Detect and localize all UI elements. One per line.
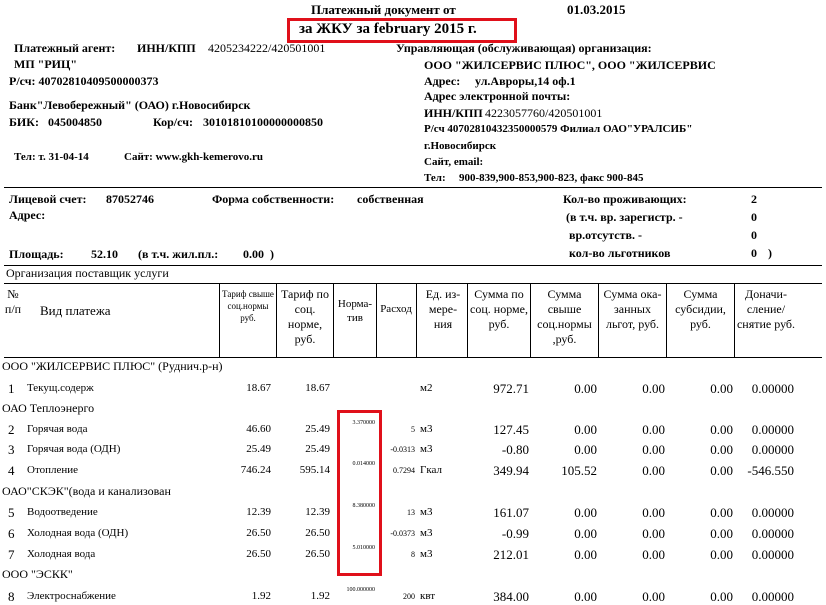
cell-adjust: 0.00000: [751, 442, 794, 457]
cell-sum: 161.07: [493, 505, 529, 520]
agent-account: Р/сч: 40702810409500000373: [9, 74, 159, 88]
manager-email-label: Адрес электронной почты:: [424, 89, 571, 103]
cell-t: 595.14: [299, 464, 330, 476]
absent-label: вр.отсутств. -: [569, 228, 642, 242]
agent-site: Сайт: www.gkh-kemerovo.ru: [124, 151, 263, 163]
cell-benefit: 0.00: [642, 505, 665, 520]
cell-adjust: 0.00000: [751, 422, 794, 437]
cell-benefit: 0.00: [642, 381, 665, 396]
cell-t: 1.92: [310, 590, 330, 602]
cell-adjust: -546.550: [747, 463, 794, 478]
residents-label: Кол-во проживающих:: [563, 192, 687, 206]
ls-value: 87052746: [106, 192, 154, 206]
cell-t: 26.50: [305, 548, 330, 560]
cell-sum-over: 0.00: [574, 442, 597, 457]
cell-norm: 8.380000: [352, 503, 375, 509]
cell-unit: м3: [420, 443, 433, 455]
header-tariff: Тариф по соц. норме, руб.: [281, 287, 329, 346]
cell-use: 8: [411, 550, 415, 559]
cell-use: 5: [411, 425, 415, 434]
cell-sum: 349.94: [493, 463, 529, 478]
address-label: Адрес:: [9, 208, 46, 222]
group-row: ОАО Теплоэнерго: [2, 401, 95, 415]
header-usage: Расход: [380, 303, 412, 315]
header-unit: Ед. из-мере-ния: [425, 287, 461, 331]
living-value: 0.00: [243, 247, 264, 261]
cell-name: Холодная вода (ОДН): [27, 527, 129, 539]
cell-n: 4: [8, 463, 15, 478]
cell-subsidy: 0.00: [710, 442, 733, 457]
cell-name: Отопление: [27, 464, 79, 476]
header-adjust: Доначи-сление/ снятие руб.: [736, 287, 796, 331]
header-norm: Норма-тив: [337, 298, 373, 324]
cell-benefit: 0.00: [642, 547, 665, 562]
cell-sum-over: 0.00: [574, 505, 597, 520]
cell-adjust: 0.00000: [751, 547, 794, 562]
cell-sum-over: 0.00: [574, 589, 597, 604]
document-date: 01.03.2015: [567, 2, 626, 17]
header-subsidy: Сумма субсидии, руб.: [675, 287, 726, 331]
cell-unit: м3: [420, 527, 433, 539]
benefit-value: 0: [751, 246, 757, 260]
document-title: Платежный документ от: [311, 2, 456, 17]
manager-address: ул.Авроры,14 оф.1: [475, 74, 576, 88]
cell-norm: 5.010000: [352, 545, 375, 551]
cell-t-over: 18.67: [246, 382, 271, 394]
header-tariff-over: Тариф свыше соц.нормы руб.: [222, 289, 274, 323]
agent-bank: Банк"Левобережный" (ОАО) г.Новосибирск: [9, 98, 251, 112]
registered-value: 0: [751, 210, 757, 224]
cell-t: 25.49: [305, 423, 330, 435]
cell-sum-over: 0.00: [574, 526, 597, 541]
manager-inn: 4223057760/420501001: [485, 106, 603, 120]
cell-use: 0.7294: [393, 466, 415, 475]
cell-t: 18.67: [305, 382, 330, 394]
agent-inn: 4205234222/420501001: [208, 41, 326, 55]
cell-name: Текущ.содерж: [27, 382, 94, 394]
agent-inn-label: ИНН/КПП: [137, 41, 196, 55]
cell-sum: 972.71: [493, 381, 529, 396]
cell-n: 3: [8, 442, 15, 457]
manager-account: Р/сч 40702810432350000579 Филиал ОАО"УРАЛСИБ": [424, 123, 693, 135]
cell-t-over: 1.92: [251, 590, 271, 602]
manager-city: г.Новосибирск: [424, 140, 497, 152]
group-row: ООО "ЖИЛСЕРВИС ПЛЮС" (Руднич.р-н): [2, 359, 223, 373]
cell-sum: -0.99: [501, 526, 529, 541]
cell-sum: 212.01: [493, 547, 529, 562]
registered-label: (в т.ч. вр. зарегистр. -: [566, 210, 683, 224]
cell-sum-over: 0.00: [574, 547, 597, 562]
cell-subsidy: 0.00: [710, 547, 733, 562]
cell-use: -0.0313: [390, 445, 415, 454]
cell-sum-over: 0.00: [574, 381, 597, 396]
agent-bik: 045004850: [48, 115, 102, 129]
agent-label: Платежный агент:: [14, 41, 116, 55]
cell-norm: 3.370000: [352, 420, 375, 426]
cell-sum: 384.00: [493, 589, 529, 604]
header-sum-over: Сумма свыше соц.нормы ,руб.: [537, 287, 592, 346]
cell-unit: м2: [420, 382, 433, 394]
cell-n: 7: [8, 547, 15, 562]
cell-subsidy: 0.00: [710, 381, 733, 396]
cell-name: Горячая вода: [27, 423, 88, 435]
cell-sum-over: 0.00: [574, 422, 597, 437]
cell-subsidy: 0.00: [710, 463, 733, 478]
cell-name: Холодная вода: [27, 548, 96, 560]
cell-t: 12.39: [305, 506, 330, 518]
cell-unit: м3: [420, 506, 433, 518]
cell-subsidy: 0.00: [710, 505, 733, 520]
cell-benefit: 0.00: [642, 589, 665, 604]
agent-phone: Тел: т. 31-04-14: [14, 151, 89, 163]
manager-inn-label: ИНН/КПП: [424, 106, 483, 120]
cell-n: 2: [8, 422, 15, 437]
cell-benefit: 0.00: [642, 422, 665, 437]
cell-sum: 127.45: [493, 422, 529, 437]
cell-norm: 100.000000: [346, 587, 375, 593]
header-num: № п/п: [4, 287, 22, 316]
header-benefit: Сумма ока-занных льгот, руб.: [603, 287, 662, 331]
cell-n: 5: [8, 505, 15, 520]
cell-benefit: 0.00: [642, 526, 665, 541]
manager-name: ООО "ЖИЛСЕРВИС ПЛЮС", ООО "ЖИЛСЕРВИС: [424, 58, 716, 72]
group-row: ООО "ЭСКК": [2, 567, 73, 581]
cell-t-over: 26.50: [246, 527, 271, 539]
ownership-label: Форма собственности:: [212, 192, 335, 206]
header-name: Вид платежа: [40, 303, 111, 318]
cell-t: 25.49: [305, 443, 330, 455]
divider: [4, 187, 822, 188]
residents-value: 2: [751, 192, 757, 206]
cell-adjust: 0.00000: [751, 589, 794, 604]
cell-adjust: 0.00000: [751, 381, 794, 396]
cell-adjust: 0.00000: [751, 526, 794, 541]
area-value: 52.10: [91, 247, 118, 261]
cell-t-over: 12.39: [246, 506, 271, 518]
cell-norm: 0.014000: [352, 461, 375, 467]
cell-t-over: 746.24: [240, 464, 271, 476]
manager-phone: 900-839,900-853,900-823, факс 900-845: [459, 172, 644, 184]
cell-t-over: 25.49: [246, 443, 271, 455]
cell-n: 8: [8, 589, 15, 604]
manager-phone-label: Тел:: [424, 172, 446, 184]
benefit-label: кол-во льготников: [569, 246, 671, 260]
cell-unit: м3: [420, 423, 433, 435]
cell-adjust: 0.00000: [751, 505, 794, 520]
manager-label: Управляющая (обслуживающая) организация:: [396, 41, 652, 55]
cell-subsidy: 0.00: [710, 526, 733, 541]
cell-unit: м3: [420, 548, 433, 560]
cell-t: 26.50: [305, 527, 330, 539]
cell-sum: -0.80: [501, 442, 529, 457]
manager-address-label: Адрес:: [424, 74, 461, 88]
cell-n: 6: [8, 526, 15, 541]
ls-label: Лицевой счет:: [9, 192, 87, 206]
ownership-value: собственная: [357, 192, 424, 206]
absent-value: 0: [751, 228, 757, 242]
manager-site: Сайт, email:: [424, 156, 484, 168]
living-paren: ): [270, 247, 274, 261]
cell-benefit: 0.00: [642, 442, 665, 457]
agent-corr: 30101810100000000850: [203, 115, 323, 129]
cell-use: -0.0373: [390, 529, 415, 538]
cell-use: 13: [407, 508, 415, 517]
cell-t-over: 46.60: [246, 423, 271, 435]
area-label: Площадь:: [9, 247, 64, 261]
agent-name: МП "РИЦ": [14, 57, 77, 71]
cell-name: Горячая вода (ОДН): [27, 443, 121, 455]
document-period: за ЖКУ за february 2015 г.: [299, 21, 477, 37]
agent-corr-label: Кор/сч:: [153, 115, 193, 129]
cell-unit: квт: [420, 590, 436, 602]
norm-highlight: [337, 410, 382, 576]
cell-subsidy: 0.00: [710, 422, 733, 437]
cell-t-over: 26.50: [246, 548, 271, 560]
cell-n: 1: [8, 381, 15, 396]
agent-bik-label: БИК:: [9, 115, 39, 129]
table-caption: Организация поставщик услуги: [6, 266, 169, 280]
cell-unit: Гкал: [420, 464, 443, 476]
benefit-paren: ): [768, 246, 772, 260]
cell-name: Водоотведение: [27, 506, 98, 518]
cell-name: Электроснабжение: [27, 590, 116, 602]
cell-sum-over: 105.52: [561, 463, 597, 478]
cell-use: 200: [403, 592, 415, 601]
cell-subsidy: 0.00: [710, 589, 733, 604]
group-row: ОАО"СКЭК"(вода и канализован: [2, 484, 171, 498]
header-sum: Сумма по соц. норме, руб.: [470, 287, 528, 331]
living-label: (в т.ч. жил.пл.:: [138, 247, 219, 261]
cell-benefit: 0.00: [642, 463, 665, 478]
